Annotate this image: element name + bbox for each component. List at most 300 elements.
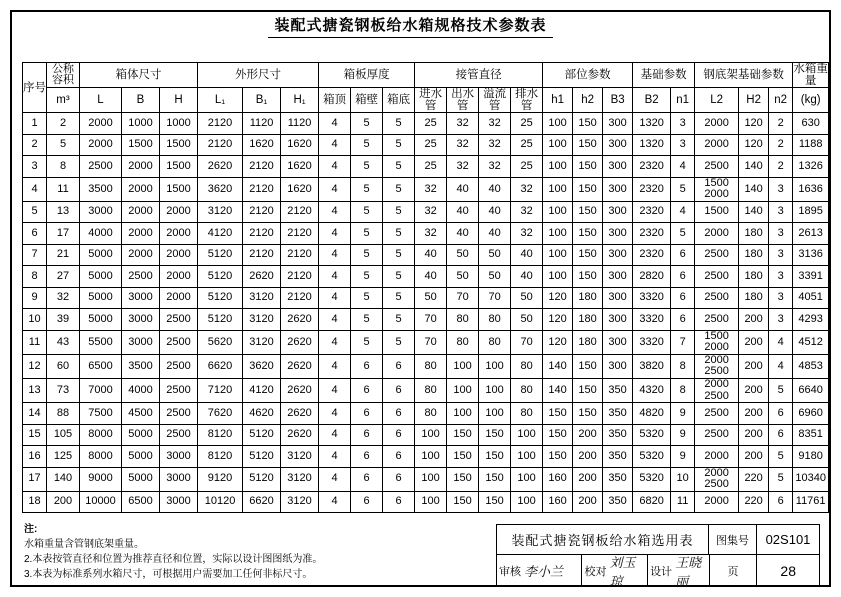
cell-B2: 2320 [633, 177, 671, 201]
cell-h1: 120 [543, 309, 573, 331]
cell-B: 2000 [122, 201, 160, 223]
cell-H2: 120 [739, 113, 769, 135]
cell-B: 5000 [122, 424, 160, 446]
cell-n2: 3 [769, 287, 793, 309]
cell-over: 32 [479, 113, 511, 135]
cell-B2: 4320 [633, 379, 671, 403]
page-label: 页 [710, 555, 758, 586]
th-found-B2: B2 [633, 88, 671, 113]
cell-seq: 8 [23, 266, 47, 288]
cell-h1: 160 [543, 491, 573, 513]
cell-drain: 80 [511, 379, 543, 403]
cell-in: 80 [415, 379, 447, 403]
cell-over: 32 [479, 156, 511, 178]
cell-wall: 5 [351, 201, 383, 223]
cell-L1: 5120 [198, 266, 243, 288]
cell-h2: 180 [573, 287, 603, 309]
cell-in: 32 [415, 223, 447, 245]
cell-out: 150 [447, 467, 479, 491]
cell-h1: 150 [543, 424, 573, 446]
th-pipe-in: 进水管 [415, 88, 447, 113]
cell-B: 2000 [122, 177, 160, 201]
table-row [23, 177, 829, 201]
cell-L1: 10120 [198, 491, 243, 513]
cell-drain: 50 [511, 309, 543, 331]
cell-n1: 10 [671, 467, 695, 491]
cell-n2: 6 [769, 424, 793, 446]
cell-B3: 350 [603, 467, 633, 491]
cell-wall: 6 [351, 403, 383, 425]
cell-wall: 5 [351, 287, 383, 309]
cell-out: 40 [447, 201, 479, 223]
cell-in: 25 [415, 134, 447, 156]
cell-B3: 300 [603, 244, 633, 266]
th-pipe-drain: 排水管 [511, 88, 543, 113]
cell-weight: 2613 [793, 223, 829, 245]
cell-H: 3000 [160, 446, 198, 468]
atlas-number-label: 图集号 [709, 525, 757, 554]
cell-drain: 80 [511, 403, 543, 425]
cell-L2: 2000 2500 [695, 379, 739, 403]
th-plate-top: 箱顶 [319, 88, 351, 113]
cell-B1: 5120 [243, 467, 281, 491]
cell-n1: 6 [671, 244, 695, 266]
cell-volume: 105 [47, 424, 80, 446]
cell-n2: 4 [769, 330, 793, 354]
cell-h2: 180 [573, 309, 603, 331]
cell-over: 32 [479, 134, 511, 156]
cell-L1: 7120 [198, 379, 243, 403]
th-part-B3: B3 [603, 88, 633, 113]
cell-top: 4 [319, 309, 351, 331]
cell-B2: 3320 [633, 330, 671, 354]
cell-over: 100 [479, 354, 511, 378]
cell-B3: 300 [603, 330, 633, 354]
cell-out: 40 [447, 223, 479, 245]
cell-h1: 140 [543, 379, 573, 403]
cell-B1: 1620 [243, 134, 281, 156]
cell-n1: 8 [671, 354, 695, 378]
cell-seq: 13 [23, 379, 47, 403]
cell-seq: 10 [23, 309, 47, 331]
th-volume [47, 63, 80, 88]
cell-seq: 12 [23, 354, 47, 378]
cell-H: 2000 [160, 244, 198, 266]
cell-drain: 100 [511, 491, 543, 513]
table-row [23, 244, 829, 266]
table-header [23, 63, 829, 113]
cell-weight: 1636 [793, 177, 829, 201]
cell-L2: 2000 2500 [695, 467, 739, 491]
cell-seq: 6 [23, 223, 47, 245]
cell-in: 25 [415, 113, 447, 135]
cell-H: 2000 [160, 266, 198, 288]
cell-volume: 125 [47, 446, 80, 468]
cell-H1: 2620 [281, 330, 319, 354]
cell-wall: 6 [351, 424, 383, 446]
th-found-group: 基础参数 [633, 63, 695, 88]
cell-out: 150 [447, 424, 479, 446]
cell-wall: 5 [351, 309, 383, 331]
cell-volume: 39 [47, 309, 80, 331]
cell-n1: 6 [671, 287, 695, 309]
th-body-H: H [160, 88, 198, 113]
cell-out: 32 [447, 134, 479, 156]
cell-B2: 6820 [633, 491, 671, 513]
cell-out: 70 [447, 287, 479, 309]
cell-B: 1000 [122, 113, 160, 135]
cell-B1: 1120 [243, 113, 281, 135]
cell-h1: 120 [543, 330, 573, 354]
cell-n1: 8 [671, 379, 695, 403]
cell-L: 4000 [80, 223, 122, 245]
cell-n2: 2 [769, 134, 793, 156]
th-steelbase-H2: H2 [739, 88, 769, 113]
cell-out: 150 [447, 491, 479, 513]
cell-n2: 6 [769, 403, 793, 425]
cell-drain: 80 [511, 354, 543, 378]
cell-H2: 180 [739, 266, 769, 288]
cell-h2: 200 [573, 446, 603, 468]
cell-B3: 350 [603, 491, 633, 513]
table-row [23, 287, 829, 309]
cell-L1: 7620 [198, 403, 243, 425]
cell-L2: 1500 [695, 201, 739, 223]
cell-H1: 2620 [281, 403, 319, 425]
cell-wall: 5 [351, 156, 383, 178]
cell-top: 4 [319, 177, 351, 201]
cell-L: 5000 [80, 287, 122, 309]
table-row [23, 446, 829, 468]
design-signature: 王晓丽 [675, 554, 702, 589]
th-seq: 序号 [23, 63, 47, 113]
cell-L: 3000 [80, 201, 122, 223]
cell-drain: 32 [511, 201, 543, 223]
cell-volume: 2 [47, 113, 80, 135]
cell-n2: 3 [769, 177, 793, 201]
cell-volume: 27 [47, 266, 80, 288]
cell-in: 100 [415, 424, 447, 446]
cell-n2: 3 [769, 309, 793, 331]
cell-H2: 200 [739, 379, 769, 403]
cell-weight: 1188 [793, 134, 829, 156]
cell-B2: 3820 [633, 354, 671, 378]
cell-B1: 5120 [243, 424, 281, 446]
table-row [23, 403, 829, 425]
cell-in: 32 [415, 177, 447, 201]
cell-L2: 2500 [695, 244, 739, 266]
cell-weight: 1895 [793, 201, 829, 223]
cell-H: 2000 [160, 287, 198, 309]
cell-B3: 300 [603, 223, 633, 245]
cell-h1: 100 [543, 244, 573, 266]
cell-H2: 180 [739, 223, 769, 245]
cell-B3: 300 [603, 266, 633, 288]
note-item-1: 水箱重量含管钢底架重量。 [24, 539, 144, 550]
cell-H: 1000 [160, 113, 198, 135]
cell-top: 4 [319, 467, 351, 491]
cell-L1: 8120 [198, 424, 243, 446]
page-title-wrap [0, 14, 821, 38]
cell-L: 9000 [80, 467, 122, 491]
cell-B2: 5320 [633, 446, 671, 468]
cell-H2: 120 [739, 134, 769, 156]
cell-B2: 4820 [633, 403, 671, 425]
th-pipe-group: 接管直径 [415, 63, 543, 88]
cell-B2: 3320 [633, 287, 671, 309]
th-pipe-over: 溢流管 [479, 88, 511, 113]
cell-bottom: 6 [383, 403, 415, 425]
cell-volume: 73 [47, 379, 80, 403]
th-steelbase-group: 钢底架基础参数 [695, 63, 793, 88]
cell-H2: 220 [739, 491, 769, 513]
cell-in: 100 [415, 446, 447, 468]
cell-seq: 11 [23, 330, 47, 354]
cell-H: 2000 [160, 201, 198, 223]
cell-B: 4500 [122, 403, 160, 425]
cell-n2: 2 [769, 113, 793, 135]
cell-weight: 4853 [793, 354, 829, 378]
cell-B2: 1320 [633, 134, 671, 156]
cell-drain: 100 [511, 446, 543, 468]
th-part-h1: h1 [543, 88, 573, 113]
cell-out: 150 [447, 446, 479, 468]
cell-L1: 5120 [198, 309, 243, 331]
cell-in: 50 [415, 287, 447, 309]
cell-n2: 3 [769, 266, 793, 288]
cell-L1: 8120 [198, 446, 243, 468]
cell-H1: 2620 [281, 354, 319, 378]
cell-H1: 2120 [281, 287, 319, 309]
cell-H2: 180 [739, 287, 769, 309]
cell-h1: 150 [543, 446, 573, 468]
cell-in: 70 [415, 309, 447, 331]
cell-h2: 150 [573, 156, 603, 178]
cell-B1: 3120 [243, 287, 281, 309]
cell-out: 80 [447, 309, 479, 331]
cell-n2: 4 [769, 354, 793, 378]
cell-drain: 25 [511, 134, 543, 156]
cell-weight: 11761 [793, 491, 829, 513]
cell-L: 2500 [80, 156, 122, 178]
cell-bottom: 5 [383, 201, 415, 223]
cell-n1: 6 [671, 266, 695, 288]
note-item-2: 2.本表按管直径和位置为推荐直径和位置，实际以设计图图纸为准。 [24, 554, 323, 565]
cell-h2: 200 [573, 467, 603, 491]
cell-B1: 2620 [243, 266, 281, 288]
cell-B2: 1320 [633, 113, 671, 135]
drawing-name: 装配式搪瓷钢板给水箱选用表 [497, 525, 709, 554]
cell-seq: 5 [23, 201, 47, 223]
cell-L2: 2500 [695, 309, 739, 331]
th-volume-unit: m³ [47, 88, 80, 113]
cell-B3: 350 [603, 403, 633, 425]
cell-seq: 9 [23, 287, 47, 309]
cell-wall: 6 [351, 446, 383, 468]
cell-B1: 3120 [243, 330, 281, 354]
th-part-h2: h2 [573, 88, 603, 113]
cell-L1: 5620 [198, 330, 243, 354]
cell-h1: 100 [543, 156, 573, 178]
cell-bottom: 5 [383, 113, 415, 135]
cell-L2: 2000 [695, 491, 739, 513]
cell-H: 2500 [160, 424, 198, 446]
cell-weight: 4293 [793, 309, 829, 331]
cell-top: 4 [319, 403, 351, 425]
cell-in: 100 [415, 491, 447, 513]
cell-over: 40 [479, 177, 511, 201]
cell-h1: 140 [543, 354, 573, 378]
cell-L: 5000 [80, 244, 122, 266]
cell-top: 4 [319, 113, 351, 135]
table-row [23, 156, 829, 178]
spec-table [22, 62, 829, 513]
cell-over: 150 [479, 467, 511, 491]
cell-H1: 2120 [281, 223, 319, 245]
th-outline-L1: L₁ [198, 88, 243, 113]
cell-h2: 150 [573, 266, 603, 288]
th-outline-group: 外形尺寸 [198, 63, 319, 88]
th-pipe-out: 出水管 [447, 88, 479, 113]
cell-drain: 40 [511, 244, 543, 266]
header-row-3 [23, 88, 829, 113]
cell-wall: 6 [351, 354, 383, 378]
cell-n1: 5 [671, 177, 695, 201]
cell-seq: 16 [23, 446, 47, 468]
cell-L: 3500 [80, 177, 122, 201]
cell-L2: 1500 2000 [695, 330, 739, 354]
cell-in: 80 [415, 354, 447, 378]
cell-bottom: 5 [383, 177, 415, 201]
cell-B3: 350 [603, 446, 633, 468]
cell-h2: 150 [573, 223, 603, 245]
cell-weight: 4051 [793, 287, 829, 309]
cell-bottom: 5 [383, 134, 415, 156]
cell-n1: 4 [671, 201, 695, 223]
cell-L2: 2000 [695, 223, 739, 245]
review-signature: 李小兰 [524, 564, 564, 579]
cell-B1: 4120 [243, 379, 281, 403]
cell-h1: 100 [543, 266, 573, 288]
cell-H2: 200 [739, 309, 769, 331]
cell-out: 100 [447, 354, 479, 378]
cell-weight: 3391 [793, 266, 829, 288]
cell-H1: 3120 [281, 467, 319, 491]
title-block [496, 524, 820, 589]
cell-wall: 5 [351, 266, 383, 288]
cell-L2: 2000 2500 [695, 354, 739, 378]
table-row [23, 266, 829, 288]
cell-B2: 5320 [633, 467, 671, 491]
cell-L2: 2500 [695, 287, 739, 309]
cell-over: 40 [479, 223, 511, 245]
cell-in: 32 [415, 201, 447, 223]
cell-H: 2500 [160, 330, 198, 354]
th-weight-label: 水箱重量 [793, 63, 828, 88]
table-row [23, 467, 829, 491]
cell-n1: 5 [671, 223, 695, 245]
cell-B1: 4620 [243, 403, 281, 425]
cell-L1: 2120 [198, 134, 243, 156]
cell-in: 70 [415, 330, 447, 354]
cell-H: 3000 [160, 467, 198, 491]
cell-H: 2500 [160, 354, 198, 378]
cell-bottom: 5 [383, 287, 415, 309]
cell-seq: 1 [23, 113, 47, 135]
cell-L2: 2000 [695, 134, 739, 156]
cell-top: 4 [319, 330, 351, 354]
cell-H2: 180 [739, 244, 769, 266]
cell-n1: 6 [671, 309, 695, 331]
cell-B3: 300 [603, 177, 633, 201]
th-body-L: L [80, 88, 122, 113]
cell-n1: 9 [671, 446, 695, 468]
table-row [23, 201, 829, 223]
page-number: 28 [780, 562, 796, 579]
cell-B3: 350 [603, 424, 633, 446]
cell-bottom: 5 [383, 309, 415, 331]
cell-H: 2500 [160, 309, 198, 331]
cell-H: 3000 [160, 491, 198, 513]
cell-out: 32 [447, 156, 479, 178]
cell-L1: 9120 [198, 467, 243, 491]
cell-volume: 21 [47, 244, 80, 266]
cell-B1: 2120 [243, 244, 281, 266]
cell-B2: 5320 [633, 424, 671, 446]
cell-volume: 8 [47, 156, 80, 178]
cell-H1: 1120 [281, 113, 319, 135]
cell-top: 4 [319, 201, 351, 223]
cell-volume: 5 [47, 134, 80, 156]
cell-B: 2500 [122, 266, 160, 288]
cell-seq: 14 [23, 403, 47, 425]
cell-H1: 3120 [281, 491, 319, 513]
cell-bottom: 6 [383, 354, 415, 378]
cell-h1: 100 [543, 201, 573, 223]
cell-n1: 4 [671, 156, 695, 178]
cell-L: 10000 [80, 491, 122, 513]
th-plate-group: 箱板厚度 [319, 63, 415, 88]
cell-n1: 7 [671, 330, 695, 354]
cell-n1: 3 [671, 113, 695, 135]
cell-h2: 150 [573, 379, 603, 403]
cell-B: 5000 [122, 446, 160, 468]
cell-h1: 150 [543, 403, 573, 425]
cell-n1: 11 [671, 491, 695, 513]
th-steelbase-n2: n2 [769, 88, 793, 113]
cell-L1: 2620 [198, 156, 243, 178]
table-row [23, 134, 829, 156]
cell-H2: 140 [739, 201, 769, 223]
cell-H1: 1620 [281, 177, 319, 201]
cell-B1: 2120 [243, 156, 281, 178]
cell-wall: 5 [351, 113, 383, 135]
cell-B: 4000 [122, 379, 160, 403]
cell-H: 2500 [160, 403, 198, 425]
cell-seq: 17 [23, 467, 47, 491]
cell-top: 4 [319, 446, 351, 468]
cell-h1: 160 [543, 467, 573, 491]
cell-B: 6500 [122, 491, 160, 513]
cell-seq: 18 [23, 491, 47, 513]
cell-drain: 100 [511, 467, 543, 491]
cell-H1: 1620 [281, 134, 319, 156]
cell-L1: 2120 [198, 113, 243, 135]
th-weight-unit: (kg) [793, 88, 829, 113]
cell-L: 7500 [80, 403, 122, 425]
cell-bottom: 5 [383, 156, 415, 178]
cell-n2: 5 [769, 379, 793, 403]
